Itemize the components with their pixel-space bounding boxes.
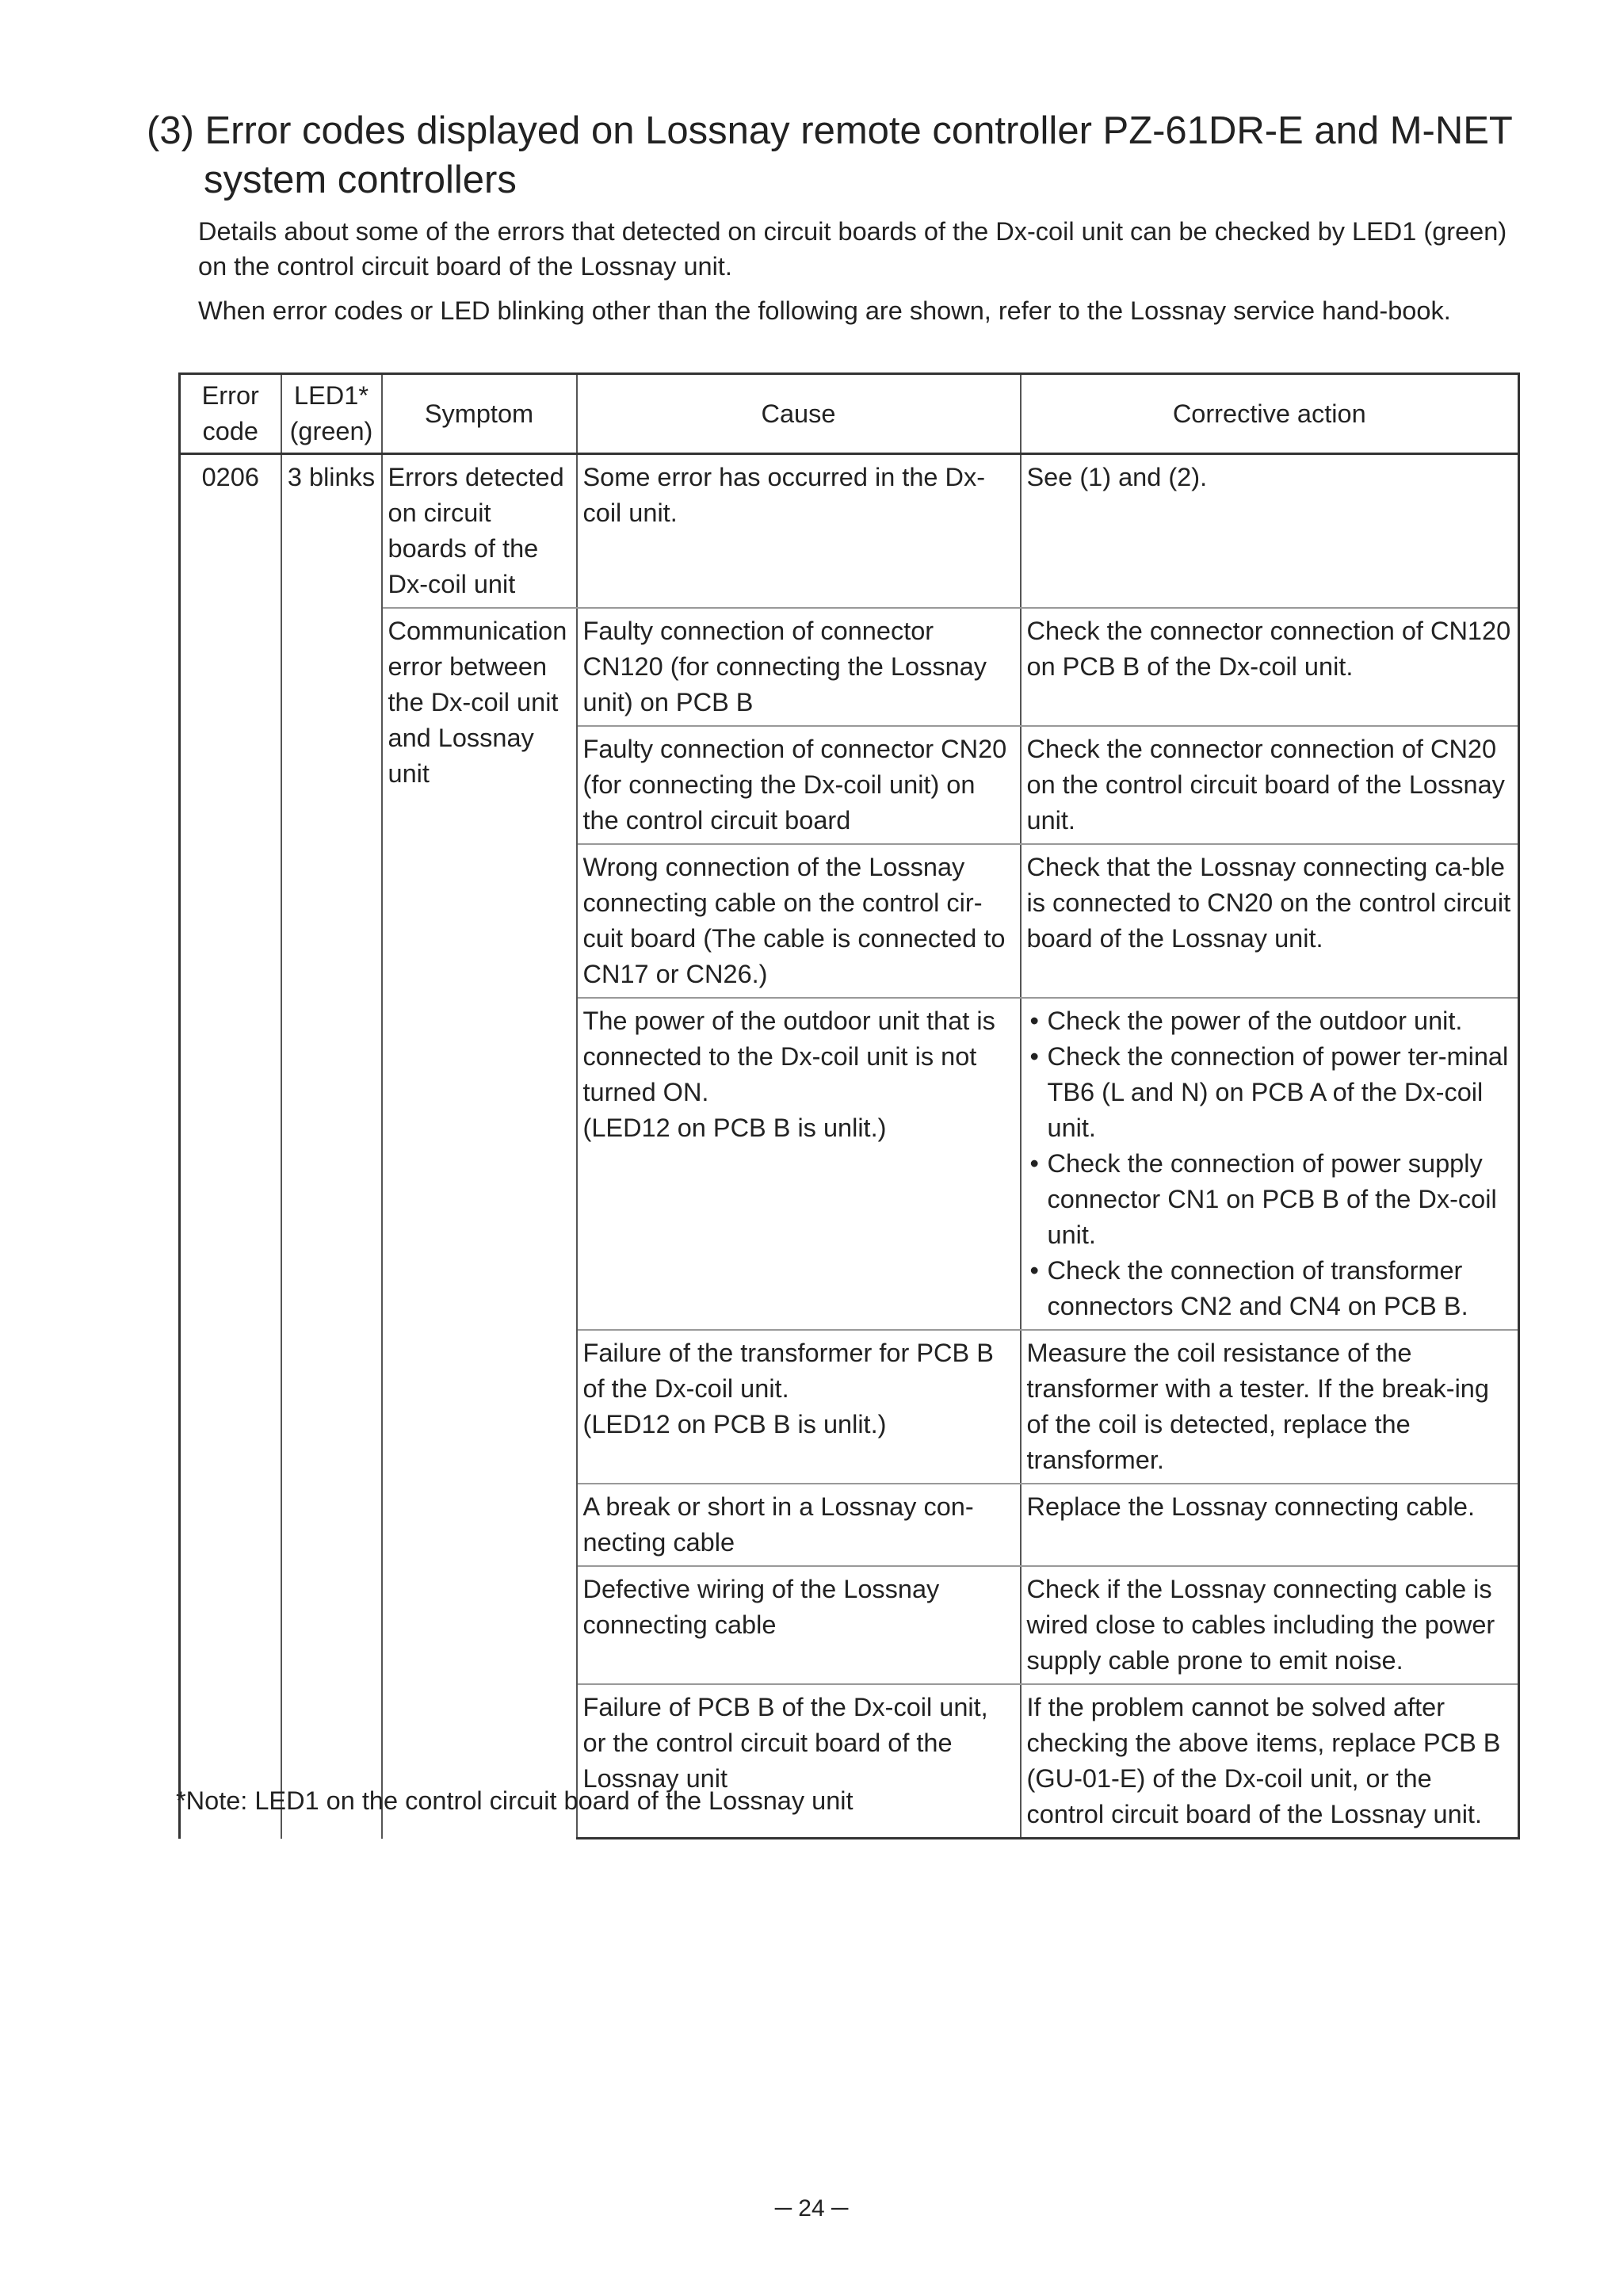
action-cell: If the problem cannot be solved after checking the above items, replace PCB B (GU-01-E) of the Dx-coil unit, or the control circuit board of the Lossnay unit. xyxy=(1021,1684,1519,1839)
cause-cell: Wrong connection of the Lossnay connecting cable on the control cir-cuit board (The cable is connected to CN17 or CN26.) xyxy=(577,844,1021,998)
header-cause: Cause xyxy=(577,374,1021,454)
cause-cell: Defective wiring of the Lossnay connecting cable xyxy=(577,1566,1021,1684)
cause-cell: Faulty connection of connector CN20 (for connecting the Dx-coil unit) on the control circuit board xyxy=(577,726,1021,844)
list-item: • Check the connection of power ter-minal TB6 (L and N) on PCB A of the Dx-coil unit. xyxy=(1027,1039,1513,1146)
action-cell: See (1) and (2). xyxy=(1021,454,1519,609)
cause-cell: A break or short in a Lossnay con-necting cable xyxy=(577,1484,1021,1566)
cause-cell xyxy=(577,1330,1021,1484)
cause-cell xyxy=(577,998,1021,1330)
action-cell xyxy=(1021,998,1519,1330)
cause-note: (LED12 on PCB B is unlit.) xyxy=(582,1114,887,1142)
cause-cell: Some error has occurred in the Dx-coil unit. xyxy=(577,454,1021,609)
symptom-cell: Errors detected on circuit boards of the Dx-coil unit xyxy=(382,454,577,609)
list-item: • Check the connection of power supply connector CN1 on PCB B of the Dx-coil unit. xyxy=(1027,1146,1513,1253)
list-item: • Check the power of the outdoor unit. xyxy=(1027,1003,1513,1039)
heading-line-2: system controllers xyxy=(204,159,517,201)
action-cell: Replace the Lossnay connecting cable. xyxy=(1021,1484,1519,1566)
error-code-table xyxy=(178,372,1520,1839)
header-led1: LED1* (green) xyxy=(281,374,382,454)
symptom-cell: Communication error between the Dx-coil unit and Lossnay unit xyxy=(382,608,577,1839)
heading-line-1: (3) Error codes displayed on Lossnay remote controller PZ-61DR-E and M-NET xyxy=(147,109,1513,152)
cause-text: Failure of the transformer for PCB B of the Dx-coil unit. xyxy=(582,1339,994,1403)
action-bullet-list xyxy=(1027,1003,1513,1324)
cause-cell: Faulty connection of connector CN120 (for connecting the Lossnay unit) on PCB B xyxy=(577,608,1021,726)
cause-text: The power of the outdoor unit that is connected to the Dx-coil unit is not turned ON. xyxy=(582,1007,995,1106)
action-cell: Check if the Lossnay connecting cable is wired close to cables including the power supply cable prone to emit noise. xyxy=(1021,1566,1519,1684)
action-cell: Check the connector connection of CN20 on the control circuit board of the Lossnay unit. xyxy=(1021,726,1519,844)
table-header-row xyxy=(180,374,1519,454)
cause-cell: Failure of PCB B of the Dx-coil unit, or the control circuit board of the Lossnay unit xyxy=(577,1684,1021,1839)
header-corrective-action: Corrective action xyxy=(1021,374,1519,454)
header-error-code: Error code xyxy=(180,374,281,454)
action-cell: Measure the coil resistance of the transformer with a tester. If the break-ing of the coil is detected, replace the transformer. xyxy=(1021,1330,1519,1484)
header-symptom: Symptom xyxy=(382,374,577,454)
intro-paragraph-2: When error codes or LED blinking other than the following are shown, refer to the Lossnay service hand-book. xyxy=(198,296,1451,325)
error-code-cell: 0206 xyxy=(180,454,281,1839)
page-heading xyxy=(147,106,1541,204)
page-number: ─ 24 ─ xyxy=(774,2195,849,2222)
table-row xyxy=(180,454,1519,609)
footnote: *Note: LED1 on the control circuit board of the Lossnay unit xyxy=(176,1786,854,1815)
action-cell: Check the connector connection of CN120 on PCB B of the Dx-coil unit. xyxy=(1021,608,1519,726)
cause-note: (LED12 on PCB B is unlit.) xyxy=(582,1410,887,1438)
intro-paragraph-1: Details about some of the errors that detected on circuit boards of the Dx-coil unit can be checked by LED1 (green) on the control circuit board of the Lossnay unit. xyxy=(198,217,1507,281)
action-cell: Check that the Lossnay connecting ca-ble is connected to CN20 on the control circuit board of the Lossnay unit. xyxy=(1021,844,1519,998)
led1-cell: 3 blinks xyxy=(281,454,382,1839)
list-item: • Check the connection of transformer connectors CN2 and CN4 on PCB B. xyxy=(1027,1253,1513,1324)
